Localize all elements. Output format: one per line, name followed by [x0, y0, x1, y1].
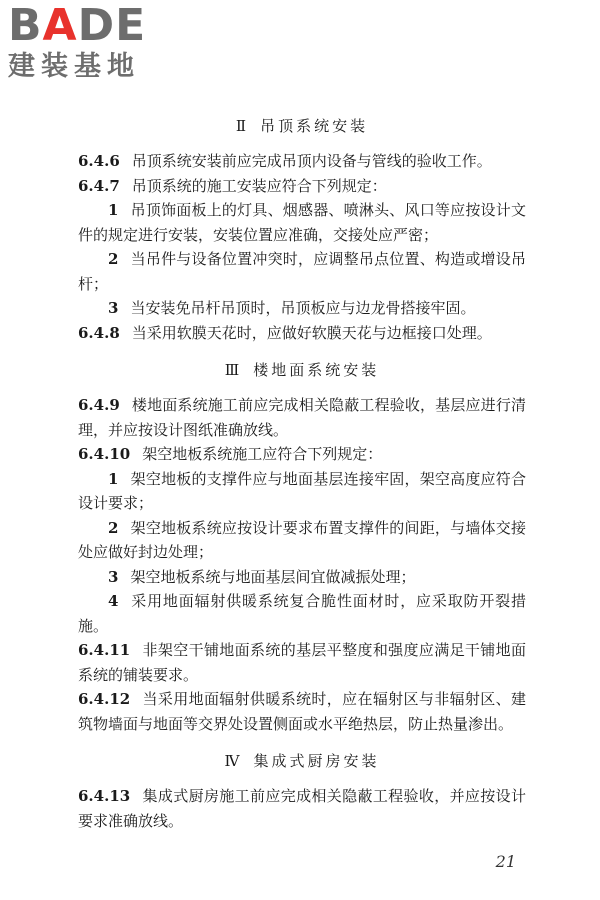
- logo-mark-accent: A: [42, 0, 78, 51]
- list-item: [78, 198, 526, 247]
- paragraph-text: 楼地面系统施工前应完成相关隐蔽工程验收，基层应进行清理，并应按设计图纸准确放线。: [78, 396, 526, 439]
- section-title-text: 吊顶系统安装: [260, 117, 369, 135]
- clause-paragraph: [78, 393, 526, 442]
- document-body: [78, 111, 526, 833]
- section-title-text: 集成式厨房安装: [253, 752, 380, 770]
- clause-number: 6.4.11: [78, 641, 131, 659]
- paragraph-text: 吊顶系统的施工安装应符合下列规定：: [131, 176, 387, 195]
- logo-tagline: 建装基地: [8, 51, 140, 82]
- item-number: 1: [108, 201, 119, 219]
- paragraph-text: 集成式厨房施工前应完成相关隐蔽工程验收，并应按设计要求准确放线。: [78, 787, 526, 830]
- clause-number: 6.4.13: [78, 787, 131, 805]
- page-number: 21: [495, 852, 516, 871]
- paragraph-text: 当采用地面辐射供暖系统时，应在辐射区与非辐射区、建筑物墙面与地面等交界处设置侧面或水平绝热层，防止热量渗出。: [78, 690, 526, 733]
- section-roman-numeral: Ⅳ: [224, 752, 240, 770]
- paragraph-text: 架空地板系统施工应符合下列规定：: [142, 445, 383, 463]
- paragraph-text: 架空地板系统应按设计要求布置支撑件的间距，与墙体交接处应做好封边处理；: [78, 518, 526, 561]
- paragraph-text: 吊顶饰面板上的灯具、烟感器、喷淋头、风口等应按设计文件的规定进行安装，安装位置应准确，交接处应严密；: [78, 201, 526, 244]
- list-item: [78, 516, 526, 565]
- logo-mark-before: B: [8, 0, 43, 51]
- paragraph-text: 当吊件与设备位置冲突时，应调整吊点位置、构造或增设吊杆；: [78, 250, 526, 293]
- section-roman-numeral: Ⅱ: [235, 117, 247, 135]
- paragraph-text: 采用地面辐射供暖系统复合脆性面材时，应采取防开裂措施。: [78, 592, 526, 635]
- item-number: 1: [108, 469, 119, 488]
- paragraph-text: 架空地板系统与地面基层间宜做减振处理；: [130, 567, 416, 586]
- list-item: [78, 296, 526, 321]
- clause-number: 6.4.7: [78, 176, 120, 195]
- clause-paragraph: [78, 638, 526, 687]
- section-roman-numeral: Ⅲ: [224, 361, 240, 379]
- paragraph-text: 当安装免吊杆吊顶时，吊顶板应与边龙骨搭接牢固。: [130, 299, 476, 317]
- item-number: 2: [108, 518, 119, 537]
- clause-paragraph: [78, 442, 526, 467]
- paragraph-text: 架空地板的支撑件应与地面基层连接牢固，架空高度应符合设计要求；: [78, 469, 526, 512]
- logo-mark: [8, 0, 178, 51]
- section-title-text: 楼地面系统安装: [253, 361, 380, 379]
- item-number: 3: [108, 299, 119, 317]
- section-gap: [78, 345, 526, 355]
- clause-number: 6.4.12: [78, 690, 131, 708]
- paragraph-text: 当采用软膜天花时，应做好软膜天花与边框接口处理。: [131, 323, 492, 342]
- item-number: 4: [108, 592, 119, 610]
- clause-paragraph: [78, 174, 526, 199]
- section-title: [78, 746, 526, 776]
- section-gap: [78, 736, 526, 746]
- clause-paragraph: [78, 321, 526, 346]
- clause-paragraph: [78, 784, 526, 833]
- clause-number: 6.4.6: [78, 152, 120, 170]
- clause-number: 6.4.10: [78, 445, 131, 463]
- logo-mark-after: DE: [77, 0, 147, 51]
- item-number: 2: [108, 250, 119, 268]
- list-item: [78, 589, 526, 638]
- clause-paragraph: [78, 687, 526, 736]
- clause-paragraph: [78, 149, 526, 174]
- list-item: [78, 467, 526, 516]
- section-title: [78, 355, 526, 385]
- item-number: 3: [108, 567, 119, 586]
- logo: [8, 0, 178, 82]
- paragraph-text: 吊顶系统安装前应完成吊顶内设备与管线的验收工作。: [131, 152, 492, 170]
- clause-number: 6.4.8: [78, 323, 120, 342]
- paragraph-text: 非架空干铺地面系统的基层平整度和强度应满足干铺地面系统的铺装要求。: [78, 641, 526, 684]
- list-item: [78, 565, 526, 590]
- clause-number: 6.4.9: [78, 396, 120, 414]
- list-item: [78, 247, 526, 296]
- section-title: [78, 111, 526, 141]
